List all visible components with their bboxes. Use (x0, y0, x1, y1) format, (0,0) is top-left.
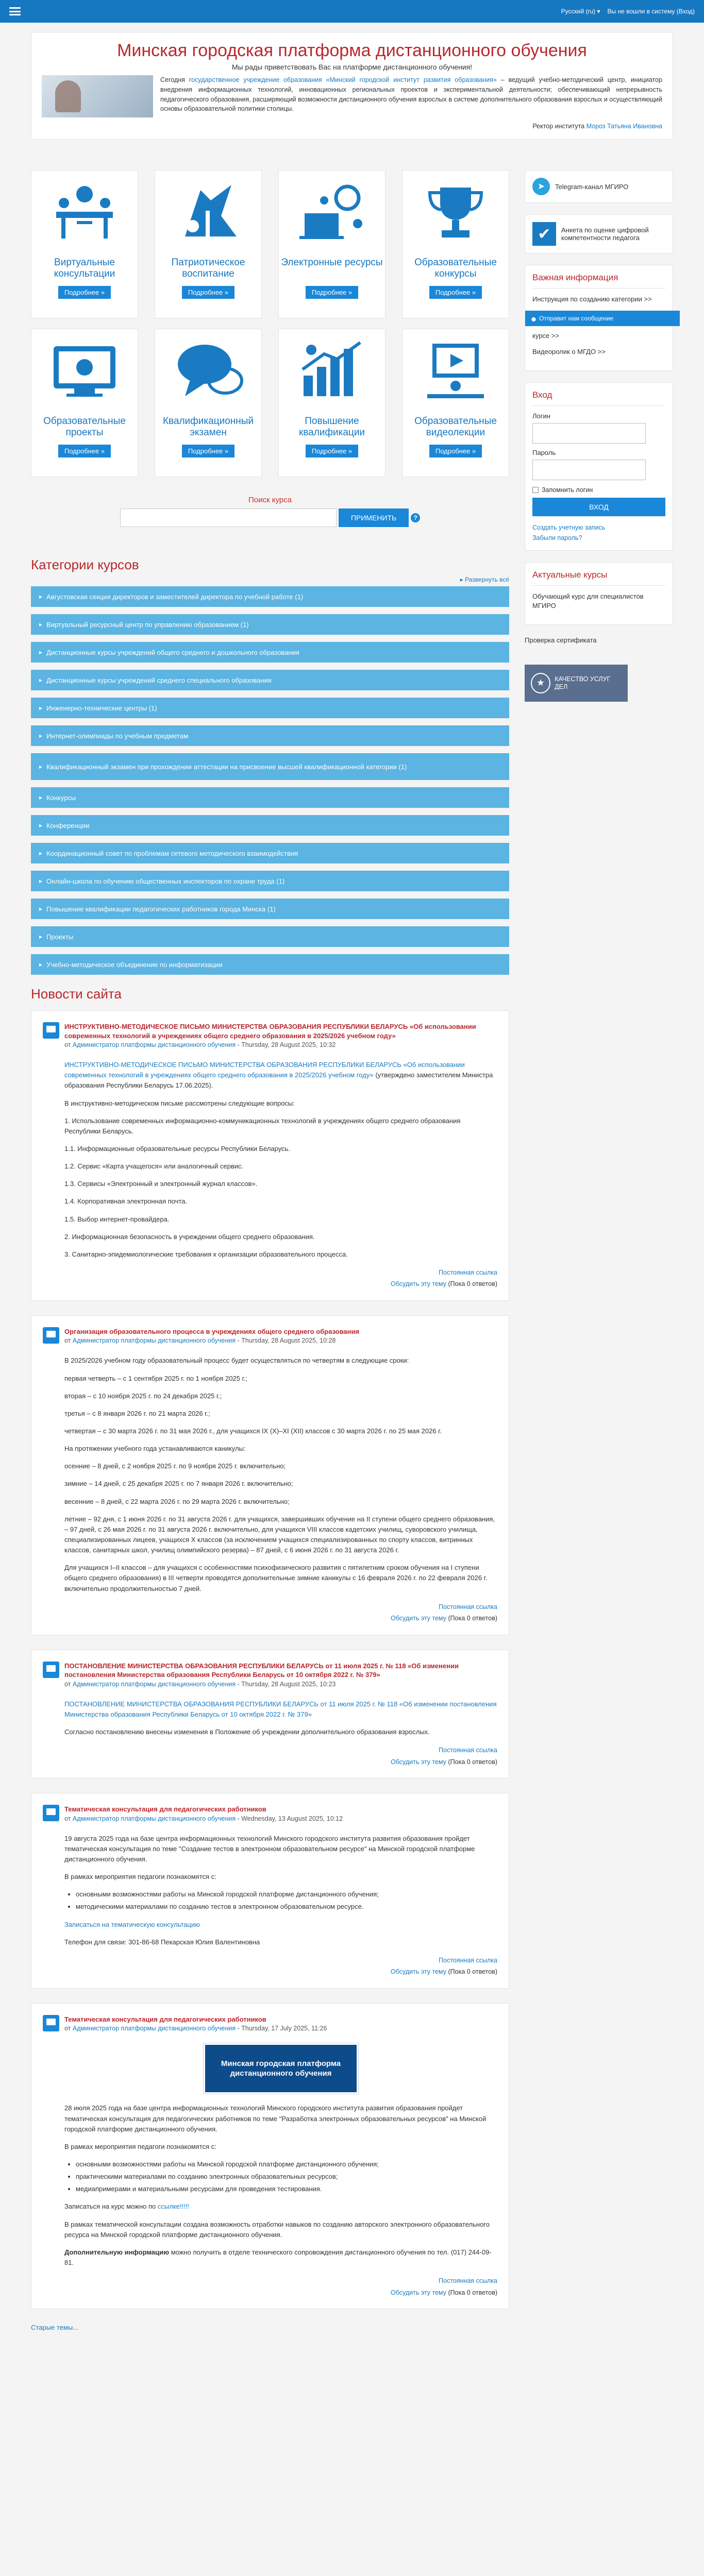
tile-patriotic-education: Патриотическое воспитание Подробнее » (155, 170, 262, 318)
video-lecture-icon (403, 333, 509, 411)
news-post: ПОСТАНОВЛЕНИЕ МИНИСТЕРСТВА ОБРАЗОВАНИЯ РЕСПУБЛИКИ БЕЛАРУСЬ от 11 июля 2025 г. № 118 «Об изменении постановления Министерства образования Республики Беларусь от 10 октября 2022 г. № 379» от Администратор платформы дистанционного обучения - Thursday, 28 August 2025, 10:23 ПОСТАНОВЛЕНИЕ МИНИСТЕРСТВА ОБРАЗОВАНИЯ РЕСПУБЛИКИ БЕЛАРУСЬ от 11 июля 2025 г. № 118 «Об изменении постановления Министерства образования Республики Беларусь от 10 октября 2022 г. № 379» Согласно постановлению внесены изменения в Положение об учреждении дополнительного образования взрослых. Постоянная ссылка Обсудить эту тему (Пока 0 ответов) (31, 1650, 509, 1779)
important-info-block (525, 265, 673, 371)
discuss-link[interactable]: Обсудить эту тему (391, 1615, 447, 1622)
menu-icon[interactable] (9, 7, 21, 15)
instruction-link[interactable]: Инструкция по созданию категории >> (532, 295, 652, 303)
more-button[interactable]: Подробнее » (306, 445, 358, 457)
sidebar (525, 170, 673, 702)
quality-banner[interactable]: ★ КАЧЕСТВО УСЛУГ ДЕЛ (525, 665, 628, 702)
quality-badge-icon: ★ (531, 673, 550, 693)
admin-avatar-icon (43, 1662, 59, 1678)
category-item[interactable]: ▸ Августовская секция директоров и заместителей директора по учебной работе (1) (31, 586, 509, 607)
registration-link[interactable]: Записаться на тематическую консультацию (64, 1920, 200, 1928)
author-link[interactable]: Администратор платформы дистанционного обучения (72, 2025, 236, 2032)
help-icon[interactable]: ? (411, 513, 420, 522)
tile-educational-contests: Образовательные конкурсы Подробнее » (402, 170, 509, 318)
login-status-link[interactable]: Вы не вошли в систему (Вход) (607, 8, 695, 15)
post-body: ИНСТРУКТИВНО-МЕТОДИЧЕСКОЕ ПИСЬМО МИНИСТЕРСТВА ОБРАЗОВАНИЯ РЕСПУБЛИКИ БЕЛАРУСЬ «Об использовании современных технологий в учреждениях общего среднего образования в 2025/2026 учебном году» (утверждено заместителем Министра образования Республики Беларусь 17.06.2025). В инструктивно-методическом письме рассмотрены следующие вопросы: 1. Использование современных информационно-коммуникационных технологий в учреждениях общего среднего образования Республики Беларусь. 1.1. Информационные образовательные ресурсы Республики Беларусь. 1.2. Сервис «Карта учащегося» или аналогичный сервис. 1.3. Сервисы «Электронный и электронный журнал классов». 1.4. Корпоративная электронная почта. 1.5. Выбор интернет-провайдера. 2. Информационная безопасность в учреждении общего среднего образования. 3. Санитарно-эпидемиологические требования к организации образовательного процесса. (64, 1061, 493, 1258)
exam-chat-icon (155, 333, 261, 411)
platform-banner: Минская городская платформа дистанционного обучения (204, 2043, 358, 2094)
author-link[interactable]: Администратор платформы дистанционного обучения (72, 1337, 236, 1345)
post-title: ИНСТРУКТИВНО-МЕТОДИЧЕСКОЕ ПИСЬМО МИНИСТЕРСТВА ОБРАЗОВАНИЯ РЕСПУБЛИКИ БЕЛАРУСЬ «Об использовании современных технологий в учреждениях общего среднего образования в 2025/2026 учебном году» (64, 1023, 476, 1040)
more-button[interactable]: Подробнее » (306, 286, 358, 299)
tile-electronic-resources: Электронные ресурсы Подробнее » (278, 170, 385, 318)
category-item[interactable]: ▸ Учебно-методическое объединение по информатизации (31, 954, 509, 975)
course-search (31, 496, 509, 527)
more-button[interactable]: Подробнее » (58, 286, 111, 299)
discuss-link[interactable]: Обсудить эту тему (391, 1280, 447, 1288)
news-post: Организация образовательного процесса в учреждениях общего среднего образования от Администратор платформы дистанционного обучения - Thursday, 28 August 2025, 10:28 В 2025/2026 учебном году образовательный процесс будет осуществляться по четвертям в следующие сроки: первая четверть – с 1 сентября 2025 г. по 1 ноября 2025 г.; вторая – с 10 ноября 2025 г. по 24 декабря 2025 г.; третья – с 8 января 2026 г. по 21 марта 2026 г.; четвертая – с 30 марта 2026 г. по 31 мая 2026 г., для учащихся IX (X)–XI (XII) классов с 30 марта 2026 г. по 25 мая 2026 г. На протяжении учебного года устанавливаются каникулы: осенние – 8 дней, с 2 ноября 2025 г. по 9 ноября 2025 г. включительно; зимние – 14 дней, с 25 декабря 2025 г. по 7 января 2026 г. включительно; весенние – 8 дней, с 22 марта 2026 г. по 29 марта 2026 г. включительно; летние – 92 дня, с 1 июня 2026 г. по 31 августа 2026 г. для учащихся, завершивших обучение на II ступени общего среднего образования, – 97 дней, с 26 мая 2026 г. по 31 августа 2026 г. включительно, для учащихся VIII классов кадетских училищ, суворовского училища, специализированных лицеев, учащихся X классов (за исключением учащихся специализированных по спорту классов, витринных классов, санитарных школ, училищ олимпийского резерва) – 87 дней, с 6 июня 2026 г. по 31 августа 2026 г. Для учащихся I–II классов – для учащихся с особенностями психофизического развития с пятилетним сроком обучения на I ступени общего среднего образования) в III четверти проводятся дополнительные зимние каникулы с 16 февраля 2026 г. по 22 февраля 2026 г. включительно продолжительностью 7 дней. Постоянная ссылка Обсудить эту тему (Пока 0 ответов) (31, 1315, 509, 1635)
category-item[interactable]: ▸ Проекты (31, 926, 509, 947)
video-link[interactable]: Видеоролик о МГДО >> (532, 347, 606, 355)
top-navbar (0, 0, 704, 23)
category-item[interactable]: ▸ Дистанционные курсы учреждений общего среднего и дошкольного образования (31, 642, 509, 663)
category-item[interactable]: ▸ Повышение квалификации педагогических работников города Минска (1) (31, 899, 509, 919)
category-item[interactable]: ▸ Квалификационный экзамен при прохождении аттестации на присвоение высшей квалификационной категории (1) (31, 753, 509, 780)
site-title: Минская городская платформа дистанционного обучения (117, 41, 587, 60)
permalink[interactable]: Постоянная ссылка (439, 1956, 497, 1964)
virtual-consultation-icon (31, 175, 138, 252)
search-label: Поиск курса (248, 496, 292, 504)
education-projects-icon (31, 333, 138, 411)
qualification-chart-icon (279, 333, 385, 411)
category-item[interactable]: ▸ Координационный совет по проблемам сетевого методического взаимодействия (31, 843, 509, 863)
contest-trophy-icon (403, 175, 509, 252)
forgot-password-link[interactable]: Забыли пароль? (532, 534, 582, 541)
category-item[interactable]: ▸ Конкурсы (31, 787, 509, 808)
permalink[interactable]: Постоянная ссылка (439, 1603, 497, 1611)
older-topics-link[interactable]: Старые темы... (31, 2324, 78, 2332)
more-button[interactable]: Подробнее » (58, 445, 111, 457)
more-button[interactable]: Подробнее » (429, 445, 482, 457)
discuss-link[interactable]: Обсудить эту тему (391, 1758, 447, 1766)
tile-virtual-consultations: Виртуальные консультации Подробнее » (31, 170, 138, 318)
discuss-link[interactable]: Обсудить эту тему (391, 2289, 447, 2296)
intro-text: Сегодня государственное учреждение образования «Минский городской институт развития образования» – ведущий учебно-методический центр, инициатор внедрения информационных технологий, инновационных региональных проектов и экспериментальной деятельности; обеспечивающий непрерывность педагогического образования, расширяющий возможности дистанционного обучения взрослых в системе дополнительного образования взрослых и осуществляющий основы образовательной политики столицы. (160, 76, 662, 113)
survey-block[interactable]: ✔ Анкета по оценке цифровой компетентности педагога (525, 214, 673, 253)
post-body: В 2025/2026 учебном году образовательный процесс будет осуществляться по четвертям в следующие сроки: первая четверть – с 1 сентября 2025 г. по 1 ноября 2025 г.; вторая – с 10 ноября 2025 г. по 24 декабря 2025 г.; третья – с 8 января 2026 г. по 21 марта 2026 г.; четвертая – с 30 марта 2026 г. по 31 мая 2026 г., для учащихся IX (X)–XI (XII) классов с 30 марта 2026 г. по 25 мая 2026 г. На протяжении учебного года устанавливаются каникулы: осенние – 8 дней, с 2 ноября 2025 г. по 9 ноября 2025 г. включительно; зимние – 14 дней, с 25 декабря 2025 г. по 7 января 2026 г. включительно; весенние – 8 дней, с 22 марта 2026 г. по 29 марта 2026 г. включительно; летние – 92 дня, с 1 июня 2026 г. по 31 августа 2026 г. для учащихся, завершивших обучение на II ступени общего среднего образования, – 97 дней, с 26 мая 2026 г. по 31 августа 2026 г. включительно, для учащихся VIII классов кадетских училищ, суворовского училища, специализированных лицеев, учащихся X классов (за исключением учащихся специализированных по спорту классов, витринных классов, санитарных школ, училищ олимпийского резерва) – 87 дней, с 6 июня 2026 г. по 31 августа 2026 г. Для учащихся I–II классов – для учащихся с особенностями психофизического развития с пятилетним сроком обучения на I ступени общего среднего образования) в III четверти проводятся дополнительные зимние каникулы с 16 февраля 2026 г. по 22 февраля 2026 г. включительно продолжительностью 7 дней. (64, 1357, 495, 1592)
patriotic-education-icon (155, 175, 261, 252)
post-title: Тематическая консультация для педагогических работников (64, 1805, 266, 1814)
post-title: Организация образовательного процесса в учреждениях общего среднего образования (64, 1327, 360, 1335)
admin-avatar-icon (43, 1022, 59, 1039)
checkmark-icon: ✔ (532, 222, 556, 246)
login-title: Вход (532, 390, 665, 406)
categories-title: Категории курсов (31, 557, 139, 572)
rector-link[interactable]: Мороз Татьяна Ивановна (586, 123, 662, 130)
post-body: 19 августа 2025 года на базе центра информационных технологий Минского городского института развития образования пройдет тематическая консультация по теме "Создание тестов в электронном образовательном ресурсе" на Минской городской платформе дистанционного обучения. В рамках мероприятия педагоги познакомятся с: • основными возможностями работы на Минской городской платформе дистанционного обучения; • методическими материалами по созданию тестов в электронном образовательном ресурсе. Записаться на тематическую консультацию Телефон для связи: 301-86-68 Пекарская Юлия Валентиновна (64, 1834, 497, 1947)
send-message-ribbon[interactable]: ⬤ Отправит нам сообщение (525, 311, 680, 326)
tile-qualification-exam: Квалификационный экзамен Подробнее » (155, 329, 262, 477)
expand-all-link[interactable]: ▸ Развернуть всё (460, 576, 509, 583)
create-account-link[interactable]: Создать учетную запись (532, 523, 606, 531)
language-selector[interactable]: Русский (ru) ▾ (561, 8, 600, 15)
admin-avatar-icon (43, 1327, 59, 1344)
current-courses-title: Актуальные курсы (532, 570, 665, 586)
more-button[interactable]: Подробнее » (429, 286, 482, 299)
document-link[interactable]: ИНСТРУКТИВНО-МЕТОДИЧЕСКОЕ ПИСЬМО МИНИСТЕРСТВА ОБРАЗОВАНИЯ РЕСПУБЛИКИ БЕЛАРУСЬ «Об использовании современных технологий в учреждениях общего среднего образования в 2025/2026 учебном году» (64, 1061, 465, 1079)
search-input[interactable] (120, 509, 337, 527)
login-button[interactable]: ВХОД (532, 498, 665, 516)
more-button[interactable]: Подробнее » (182, 445, 234, 457)
telegram-icon: ➤ (532, 178, 550, 195)
course-link-text[interactable]: курсе >> (532, 331, 559, 340)
certificate-check-link[interactable]: Проверка сертификата (525, 636, 597, 645)
search-button[interactable]: ПРИМЕНИТЬ (339, 509, 409, 527)
login-block: Вход Логин Пароль Запомнить логин ВХОД Создать учетную запись Забыли пароль? (525, 382, 673, 551)
password-field[interactable] (532, 460, 646, 480)
author-link[interactable]: Администратор платформы дистанционного обучения (72, 1815, 236, 1822)
feature-tiles (31, 170, 509, 477)
telegram-block[interactable]: ➤ Telegram-канал МГИРО (525, 170, 673, 203)
tile-video-lectures: Образовательные видеолекции Подробнее » (402, 329, 509, 477)
username-field[interactable] (532, 423, 646, 444)
post-title: ПОСТАНОВЛЕНИЕ МИНИСТЕРСТВА ОБРАЗОВАНИЯ РЕСПУБЛИКИ БЕЛАРУСЬ от 11 июля 2025 г. № 118 «Об изменении постановления Министерства образования Республики Беларусь от 10 октября 2022 г. № 379» (64, 1662, 459, 1679)
category-list (31, 586, 509, 975)
tile-educational-projects: Образовательные проекты Подробнее » (31, 329, 138, 477)
remember-checkbox[interactable] (532, 487, 539, 493)
permalink[interactable]: Постоянная ссылка (439, 1268, 497, 1276)
news-title: Новости сайта (31, 986, 122, 1002)
category-item[interactable]: ▸ Конференции (31, 815, 509, 836)
category-item[interactable]: ▸ Инженерно-технические центры (1) (31, 698, 509, 718)
post-body: ПОСТАНОВЛЕНИЕ МИНИСТЕРСТВА ОБРАЗОВАНИЯ РЕСПУБЛИКИ БЕЛАРУСЬ от 11 июля 2025 г. № 118 «Об изменении постановления Министерства образования Республики Беларусь от 10 октября 2022 г. № 379» Согласно постановлению внесены изменения в Положение об учреждении дополнительного образования взрослых. (64, 1700, 497, 1736)
tile-professional-development: Повышение квалификации Подробнее » (278, 329, 385, 477)
post-body: Минская городская платформа дистанционного обучения 28 июля 2025 года на базе центра информационных технологий Минского городского института развития образования пройдет тематическая консультация для педагогических работников по теме "Разработка электронных образовательных ресурсов" на Минской городской платформе дистанционного обучения. В рамках мероприятия педагоги познакомятся с: • основными возможностями работы на Минской городской платформе дистанционного обучения; • практическими материалами по созданию электронных образовательных ресурсов; • медиапримерами и материальными ресурсами для проведения тестирования. Записаться на курс можно по ссылке!!!!! В рамках тематической консультации создана возможность отработки навыков по созданию авторского электронного образовательного ресурса на Минской городской платформе дистанционного обучения. Дополнительную информацию можно получить в отделе технического сопровождения дистанционного обучения по тел. (017) 244-09-81. (64, 2043, 497, 2268)
main-content (31, 170, 509, 2331)
news-post: Тематическая консультация для педагогических работников от Администратор платформы дистанционного обучения - Wednesday, 13 August 2025, 10:12 19 августа 2025 года на базе центра информационных технологий Минского городского института развития образования пройдет тематическая консультация по теме "Создание тестов в электронном образовательном ресурсе" на Минской городской платформе дистанционного обучения. В рамках мероприятия педагоги познакомятся с: • основными возможностями работы на Минской городской платформе дистанционного обучения; • методическими материалами по созданию тестов в электронном образовательном ресурсе. Записаться на тематическую консультацию Телефон для связи: 301-86-68 Пекарская Юлия Валентиновна Постоянная ссылка Обсудить эту тему (Пока 0 ответов) (31, 1793, 509, 1989)
category-item[interactable]: ▸ Интернет-олимпиады по учебным предметам (31, 725, 509, 746)
document-link[interactable]: ПОСТАНОВЛЕНИЕ МИНИСТЕРСТВА ОБРАЗОВАНИЯ РЕСПУБЛИКИ БЕЛАРУСЬ от 11 июля 2025 г. № 118 «Об изменении постановления Министерства образования Республики Беларусь от 10 октября 2022 г. № 379» (64, 1700, 497, 1718)
category-item[interactable]: ▸ Онлайн-школа по обучению общественных инспекторов по охране труда (1) (31, 871, 509, 891)
important-info-title: Важная информация (532, 273, 665, 289)
site-subtitle: Мы рады приветствовать Вас на платформе дистанционного обучения! (231, 63, 473, 71)
category-item[interactable]: ▸ Виртуальный ресурсный центр по управлению образованием (1) (31, 614, 509, 635)
institute-link[interactable]: государственное учреждение образования «Минский городской институт развития образования» (189, 76, 497, 83)
post-title: Тематическая консультация для педагогических работников (64, 2015, 266, 2023)
course-item-link[interactable]: Обучающий курс для специалистов МГИРО (532, 592, 644, 610)
author-link[interactable]: Администратор платформы дистанционного обучения (72, 1041, 236, 1049)
registration-link[interactable]: ссылке!!!!! (157, 2202, 189, 2211)
discuss-link[interactable]: Обсудить эту тему (391, 1968, 447, 1976)
author-link[interactable]: Администратор платформы дистанционного обучения (72, 1680, 236, 1688)
news-post: ИНСТРУКТИВНО-МЕТОДИЧЕСКОЕ ПИСЬМО МИНИСТЕРСТВА ОБРАЗОВАНИЯ РЕСПУБЛИКИ БЕЛАРУСЬ «Об использовании современных технологий в учреждениях общего среднего образования в 2025/2026 учебном году» от Администратор платформы дистанционного обучения - Thursday, 28 August 2025, 10:32 ИНСТРУКТИВНО-МЕТОДИЧЕСКОЕ ПИСЬМО МИНИСТЕРСТВА ОБРАЗОВАНИЯ РЕСПУБЛИКИ БЕЛАРУСЬ «Об использовании современных технологий в учреждениях общего среднего образования в 2025/2026 учебном году» (утверждено заместителем Министра образования Республики Беларусь 17.06.2025). В инструктивно-методическом письме рассмотрены следующие вопросы: 1. Использование современных информационно-коммуникационных технологий в учреждениях общего среднего образования Республики Беларусь. 1.1. Информационные образовательные ресурсы Республики Беларусь. 1.2. Сервис «Карта учащегося» или аналогичный сервис. 1.3. Сервисы «Электронный и электронный журнал классов». 1.4. Корпоративная электронная почта. 1.5. Выбор интернет-провайдера. 2. Информационная безопасность в учреждении общего среднего образования. 3. Санитарно-эпидемиологические требования к организации образовательного процесса. Постоянная ссылка Обсудить эту тему (Пока 0 ответов) (31, 1010, 509, 1301)
page-header (31, 32, 673, 140)
electronic-resources-icon (279, 175, 385, 252)
rector-line: Ректор института Мороз Татьяна Ивановна (532, 123, 662, 130)
news-post: Тематическая консультация для педагогических работников от Администратор платформы дистанционного обучения - Thursday, 17 July 2025, 11:26 Минская городская платформа дистанционного обучения 28 июля 2025 года на базе центра информационных технологий Минского городского института развития образования пройдет тематическая консультация для педагогических работников по теме "Разработка электронных образовательных ресурсов" на Минской городской платформе дистанционного обучения. В рамках мероприятия педагоги познакомятся с: • основными возможностями работы на Минской городской платформе дистанционного обучения; • практическими материалами по созданию электронных образовательных ресурсов; • медиапримерами и материальными ресурсами для проведения тестирования. Записаться на курс можно по ссылке!!!!! В рамках тематической консультации создана возможность отработки навыков по созданию авторского электронного образовательного ресурса на Минской городской платформе дистанционного обучения. Дополнительную информацию можно получить в отделе технического сопровождения дистанционного обучения по тел. (017) 244-09-81. Постоянная ссылка Обсудить эту тему (Пока 0 ответов) (31, 2003, 509, 2309)
current-courses-block (525, 562, 673, 625)
rector-photo (42, 75, 153, 117)
admin-avatar-icon (43, 1805, 59, 1821)
admin-avatar-icon (43, 2015, 59, 2031)
permalink[interactable]: Постоянная ссылка (439, 1747, 497, 1754)
permalink[interactable]: Постоянная ссылка (439, 2277, 497, 2285)
more-button[interactable]: Подробнее » (182, 286, 234, 299)
category-item[interactable]: ▸ Дистанционные курсы учреждений среднего специального образования (31, 670, 509, 690)
